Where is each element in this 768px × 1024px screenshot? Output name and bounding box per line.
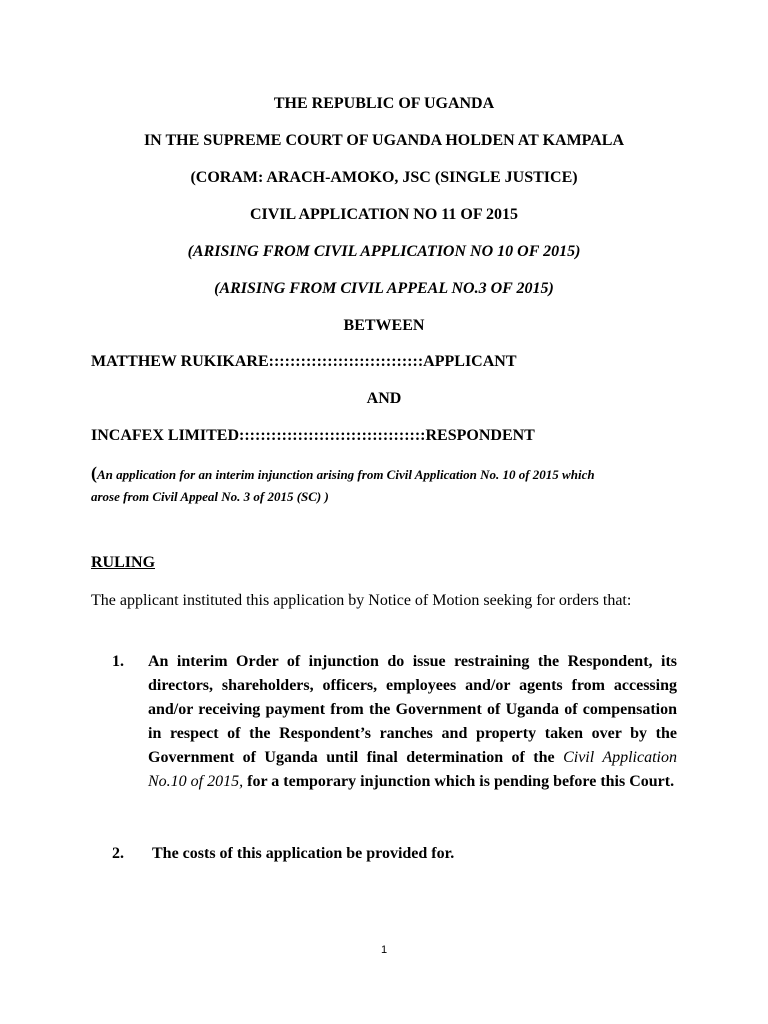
page-number: 1 xyxy=(380,944,388,956)
party-respondent: INCAFEX LIMITED:::::::::::::::::::::::::::::::::::RESPONDENT xyxy=(91,427,535,444)
header-arising-appeal: (ARISING FROM CIVIL APPEAL NO.3 OF 2015) xyxy=(214,280,554,297)
order-1-case-reference: Civil Application No.10 of 2015, xyxy=(148,749,677,790)
header-coram: (CORAM: ARACH-AMOKO, JSC (SINGLE JUSTICE) xyxy=(190,169,578,186)
header-between: BETWEEN xyxy=(343,317,425,334)
ruling-intro: The applicant instituted this application by Notice of Motion seeking for orders that: xyxy=(91,592,632,609)
order-item-2 xyxy=(152,842,681,866)
order-2-text: The costs of this application be provided for. xyxy=(152,845,455,862)
note-line-1: An application for an interim injunction arising from Civil Application No. 10 of 2015 which xyxy=(97,467,595,482)
note-line-2: arose from Civil Appeal No. 3 of 2015 (SC) ) xyxy=(91,489,329,504)
party-applicant: MATTHEW RUKIKARE:::::::::::::::::::::::::::::APPLICANT xyxy=(91,353,517,370)
order-1-text-b: for a temporary injunction which is pending before this Court. xyxy=(243,773,675,790)
header-country: THE REPUBLIC OF UGANDA xyxy=(273,95,495,112)
note-open-paren: ( xyxy=(91,463,97,483)
application-note xyxy=(91,462,691,508)
header-case-number: CIVIL APPLICATION NO 11 OF 2015 xyxy=(249,206,519,223)
header-court: IN THE SUPREME COURT OF UGANDA HOLDEN AT KAMPALA xyxy=(143,132,625,149)
order-item-1 xyxy=(148,650,677,794)
order-1-text-a: An interim Order of injunction do issue restraining the Respondent, its directors, shareholders, officers, employees and/or agents from accessing and/or receiving payment from the Government of Uganda of compensation in respect of the Respondent’s ranches and property taken over by the Government of Uganda until final determination of the xyxy=(148,653,677,766)
order-number-1: 1. xyxy=(112,653,124,670)
header-arising-application: (ARISING FROM CIVIL APPLICATION NO 10 OF 2015) xyxy=(187,243,581,260)
ruling-heading: RULING xyxy=(91,554,156,571)
party-and: AND xyxy=(366,390,402,407)
order-number-2: 2. xyxy=(112,845,124,862)
